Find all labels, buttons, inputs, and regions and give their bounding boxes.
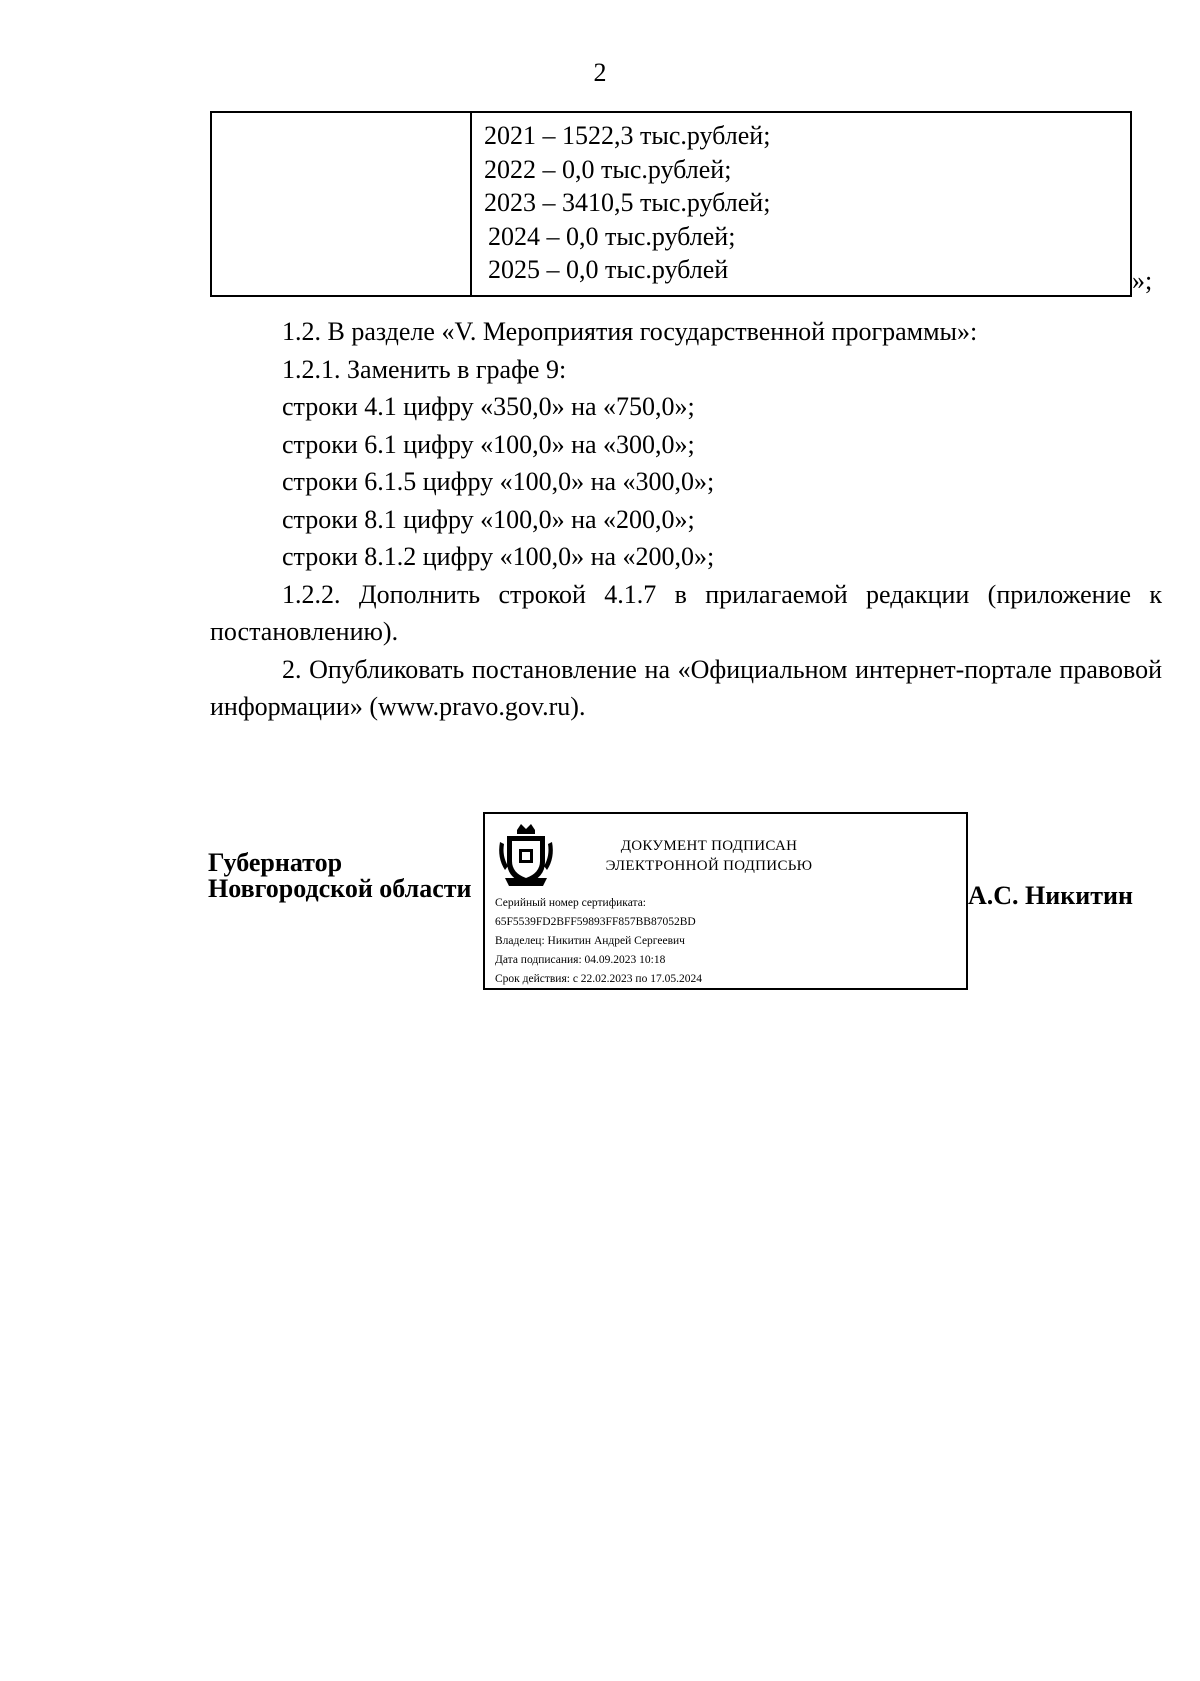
page-number: 2 [593, 58, 607, 87]
paragraph: 1.2. В разделе «V. Мероприятия государственной программы»: [282, 317, 978, 346]
paragraph: строки 8.1.2 цифру «100,0» на «200,0»; [282, 542, 715, 571]
document-body [210, 313, 1162, 726]
funding-line: 2024 – 0,0 тыс.рублей; [488, 221, 736, 251]
funding-table [210, 111, 1132, 297]
cert-validity: Срок действия: с 22.02.2023 по 17.05.2024 [495, 973, 702, 985]
stamp-heading-line1: ДОКУМЕНТ ПОДПИСАН [620, 838, 798, 854]
paragraph: 1.2.1. Заменить в графе 9: [282, 354, 567, 384]
electronic-signature-stamp [483, 812, 968, 990]
stamp-details [495, 894, 702, 989]
table-column-divider [470, 113, 472, 295]
stamp-heading-line2: ЭЛЕКТРОННОЙ ПОДПИСЬЮ [605, 858, 813, 874]
funding-line: 2022 – 0,0 тыс.рублей; [484, 154, 732, 184]
signatory-title-line1: Губернатор [208, 848, 343, 877]
paragraph: 1.2.2. Дополнить строкой 4.1.7 в прилагаемой редакции (приложение к постановлению). [210, 579, 1162, 646]
stamp-heading [569, 836, 849, 876]
cert-label: Серийный номер сертификата: [495, 897, 646, 909]
cert-number: 65F5539FD2BFF59893FF857BB87052BD [495, 916, 696, 928]
signatory-title [208, 850, 472, 902]
table-closing-quote: »; [1132, 266, 1153, 295]
coat-of-arms-icon [497, 822, 555, 888]
signatory-title-line2: Новгородской области [208, 874, 472, 903]
signed-date: Дата подписания: 04.09.2023 10:18 [495, 954, 666, 966]
funding-line: 2021 – 1522,3 тыс.рублей; [484, 121, 771, 150]
cert-owner: Владелец: Никитин Андрей Сергеевич [495, 935, 685, 947]
funding-line: 2023 – 3410,5 тыс.рублей; [484, 188, 771, 217]
funding-lines [484, 119, 770, 287]
signatory-name: А.С. Никитин [968, 881, 1133, 910]
paragraph: строки 6.1 цифру «100,0» на «300,0»; [282, 429, 695, 459]
paragraph: 2. Опубликовать постановление на «Официальном интернет-портале правовой информации» (www.pravo.gov.ru). [210, 654, 1162, 721]
paragraph: строки 8.1 цифру «100,0» на «200,0»; [282, 504, 695, 534]
paragraph: строки 4.1 цифру «350,0» на «750,0»; [282, 392, 695, 421]
paragraph: строки 6.1.5 цифру «100,0» на «300,0»; [282, 467, 715, 496]
funding-line: 2025 – 0,0 тыс.рублей [488, 255, 729, 284]
